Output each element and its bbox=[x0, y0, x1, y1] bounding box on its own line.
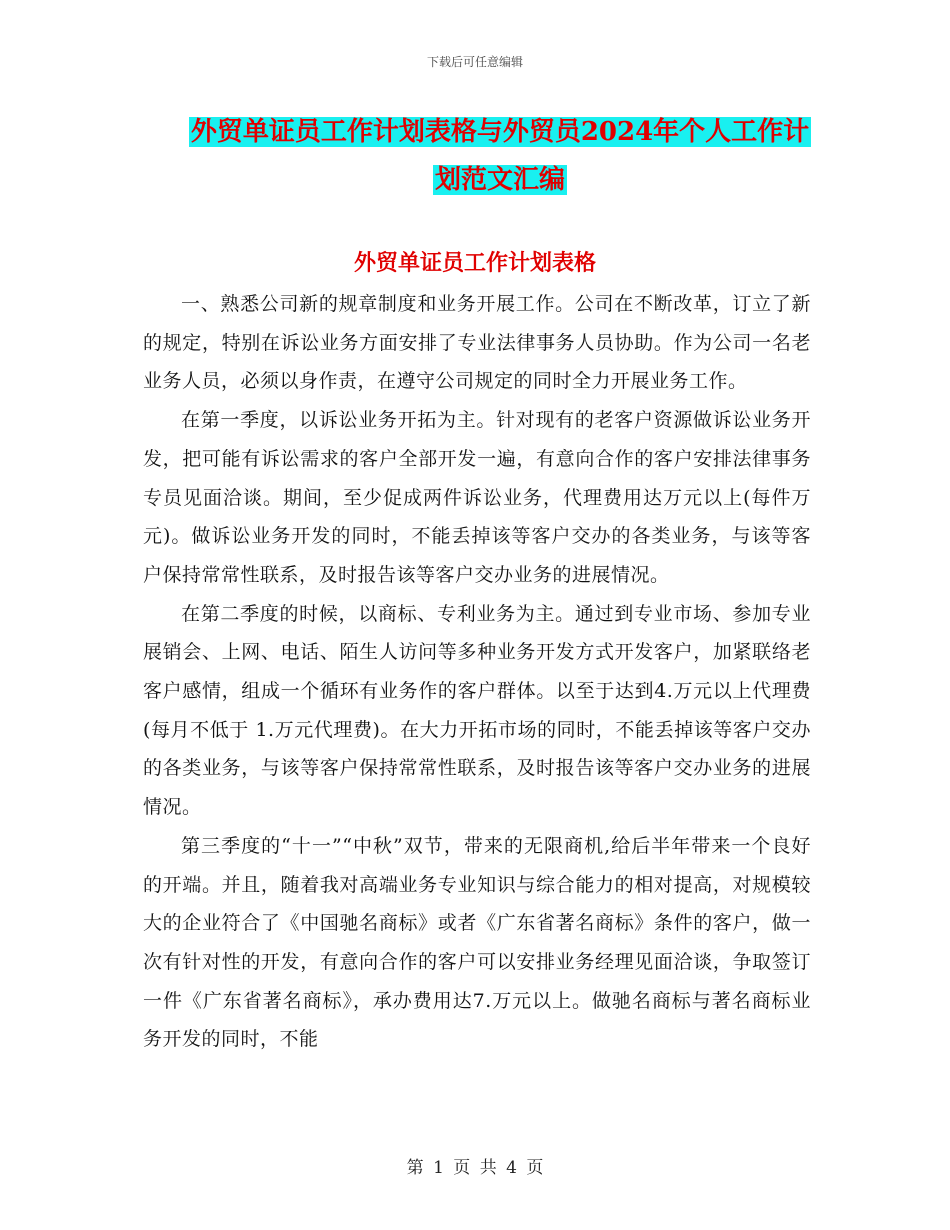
paragraph: 在第一季度，以诉讼业务开拓为主。针对现有的老客户资源做诉讼业务开发，把可能有诉讼需求的客户全部开发一遍，有意向合作的客户安排法律事务专员见面洽谈。期间，至少促成两件诉讼业务，代理费用达万元以上(每件万元)。做诉讼业务开发的同时，不能丢掉该等客户交办的各类业务，与该等客户保持常常性联系，及时报告该等客户交办业务的进展情况。 bbox=[143, 409, 811, 586]
paragraph: 一、熟悉公司新的规章制度和业务开展工作。公司在不断改革，订立了新的规定，特别在诉讼业务方面安排了专业法律事务人员协助。作为公司一名老业务人员，必须以身作责，在遵守公司规定的同时全力开展业务工作。 bbox=[143, 293, 811, 393]
document-title bbox=[140, 108, 860, 204]
page-footer: 第 1 页 共 4 页 bbox=[406, 1158, 544, 1178]
section-title: 外贸单证员工作计划表格 bbox=[353, 250, 596, 276]
page-header-note: 下载后可任意编辑 bbox=[426, 55, 523, 69]
paragraph: 第三季度的“十一”“中秋”双节，带来的无限商机,给后半年带来一个良好的开端。并且，随着我对高端业务专业知识与综合能力的相对提高，对规模较大的企业符合了《中国驰名商标》或者《广东省著名商标》条件的客户，做一次有针对性的开发，有意向合作的客户可以安排业务经理见面洽谈，争取签订一件《广东省著名商标》，承办费用达7.万元以上。做驰名商标与著名商标业务开发的同时，不能 bbox=[143, 834, 811, 1051]
body-text bbox=[143, 285, 811, 1059]
title-line-2: 划范文汇编 bbox=[434, 165, 565, 195]
paragraph: 在第二季度的时候，以商标、专利业务为主。通过到专业市场、参加专业展销会、上网、电话、陌生人访问等多种业务开发方式开发客户，加紧联络老客户感情，组成一个循环有业务作的客户群体。以至于达到4.万元以上代理费(每月不低于 1.万元代理费)。在大力开拓市场的同时，不能丢掉该等客户交办的各类业务，与该等客户保持常常性联系，及时报告该等客户交办业务的进展情况。 bbox=[143, 602, 811, 819]
title-line-1: 外贸单证员工作计划表格与外贸员2024年个人工作计 bbox=[190, 117, 810, 147]
